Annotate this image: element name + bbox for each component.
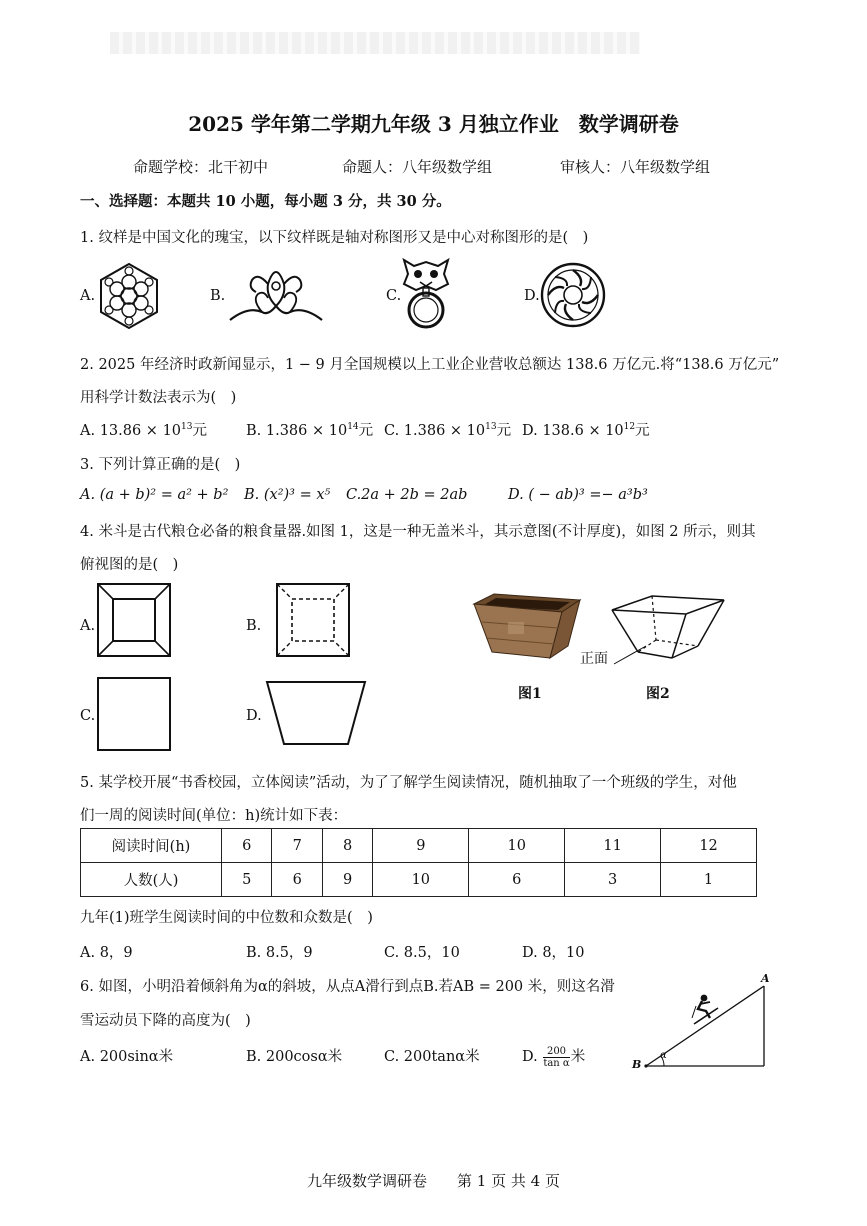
q4-option-c-label: C. [80,708,96,724]
table-cell: 3 [565,863,661,897]
table-cell: 6 [272,863,322,897]
q6-option-d: D. $\frac{200}{\text{tan α}}$ 米 [522,1045,586,1069]
pattern-c-beast-ring-icon [400,256,452,332]
page-footer: 九年级数学调研卷 第 1 页 共 4 页 [307,1172,560,1190]
angle-alpha-label: α [660,1050,667,1061]
q2-option-c: C. $1.386 \times 10^{13}$元 [384,422,512,439]
pattern-a-hexflower-icon [95,262,163,330]
front-face-label: 正面 [580,651,608,667]
rice-measure-photo [472,592,584,662]
figure-2-caption: 图2 [646,686,670,702]
q4-stem-line2: 俯视图的是( ) [80,557,179,573]
reading-time-table [80,828,757,897]
q3-option-d: D. ( − ab)³ =− a³b³ [508,487,648,503]
q3-option-c: C.2a + 2b = 2ab [346,487,468,503]
info-reviewer: 审核人：八年级数学组 [560,158,711,176]
table-cell: 10 [373,863,469,897]
table-cell: 9 [322,863,372,897]
q3-option-a: A. (a + b)² = a² + b² [80,487,229,503]
q3-option-b: B. (x²)³ = x⁵ [244,487,331,503]
q6-stem-line1: 6. 如图，小明沿着倾斜角为α的斜坡，从点A滑行到点B.若AB = 200 米，则这名滑 [80,979,615,995]
fraction-denominator: tan α [543,1057,570,1069]
ski-slope-diagram [636,976,776,1072]
q4-option-b-figure [276,583,350,657]
q1-option-b-label: B. [210,288,226,304]
q1-option-c-label: C. [386,288,402,304]
q2-stem-line1: 2. 2025 年经济时政新闻显示，1 − 9 月全国规模以上工业企业营收总额达 138.6 万亿元.将“138.6 万亿元” [80,357,780,373]
page-title: 2025 学年第二学期九年级 3 月独立作业 数学调研卷 [188,112,679,136]
q5-stem-line1: 5. 某学校开展“书香校园，立体阅读”活动，为了了解学生阅读情况，随机抽取了一个班级的学生，对他 [80,775,737,791]
q1-option-d-label: D. [524,288,540,304]
q2-option-b: B. $1.386 \times 10^{14}$元 [246,422,374,439]
q6-stem-line2: 雪运动员下降的高度为( ) [80,1013,251,1029]
table-cell: 1 [661,863,757,897]
q2-option-a: A. $13.86 \times 10^{13}$元 [80,422,207,439]
q4-option-b-label: B. [246,618,262,634]
table-cell: 7 [272,829,322,863]
q4-option-d-figure [266,680,366,746]
table-cell: 8 [322,829,372,863]
pattern-b-cloud-scroll-icon [228,266,324,324]
table-cell: 6 [222,829,272,863]
table-cell: 10 [469,829,565,863]
q6-option-a: A. 200sinα米 [80,1049,174,1065]
q5-option-d: D. 8，10 [522,945,585,961]
table-row-count [81,863,757,897]
table-cell: 12 [661,829,757,863]
table-cell: 5 [222,863,272,897]
q4-option-a-label: A. [80,618,96,634]
q4-option-d-label: D. [246,708,262,724]
q5-question: 九年(1)班学生阅读时间的中位数和众数是( ) [80,910,373,926]
faded-header-strip [110,32,640,54]
q6-option-c: C. 200tanα米 [384,1049,480,1065]
q5-stem-line2: 们一周的阅读时间(单位：h)统计如下表： [80,808,348,824]
info-author: 命题人：八年级数学组 [342,158,493,176]
point-b-label: B [632,1058,642,1071]
figure-1-caption: 图1 [518,686,542,702]
q4-option-c-figure [97,677,171,751]
q5-option-a: A. 8，9 [80,945,133,961]
section-heading: 一、选择题：本题共 10 小题，每小题 3 分，共 30 分。 [80,193,451,210]
table-cell: 6 [469,863,565,897]
table-header-hours: 阅读时间(h) [81,829,222,863]
q2-option-d: D. $138.6 \times 10^{12}$元 [522,422,650,439]
q5-option-b: B. 8.5，9 [246,945,313,961]
q5-option-c: C. 8.5，10 [384,945,460,961]
q4-option-a-figure [97,583,171,657]
pattern-d-swirl-disc-icon [540,262,606,328]
q4-stem-line1: 4. 米斗是古代粮仓必备的粮食量器.如图 1，这是一种无盖米斗，其示意图(不计厚度)，如图 2 所示，则其 [80,524,756,540]
q1-option-a-label: A. [80,288,96,304]
q3-stem: 3. 下列计算正确的是( ) [80,457,241,473]
fraction-numerator: 200 [543,1046,569,1058]
q2-stem-line2: 用科学计数法表示为( ) [80,390,237,406]
table-cell: 11 [565,829,661,863]
point-a-label: A [761,972,770,985]
table-header-count: 人数(人) [81,863,222,897]
frustum-diagram [606,594,726,664]
info-school: 命题学校：北干初中 [133,158,269,176]
q6-option-b: B. 200cosα米 [246,1049,343,1065]
table-cell: 9 [373,829,469,863]
table-row-hours [81,829,757,863]
q1-stem: 1. 纹样是中国文化的瑰宝，以下纹样既是轴对称图形又是中心对称图形的是( ) [80,230,589,246]
